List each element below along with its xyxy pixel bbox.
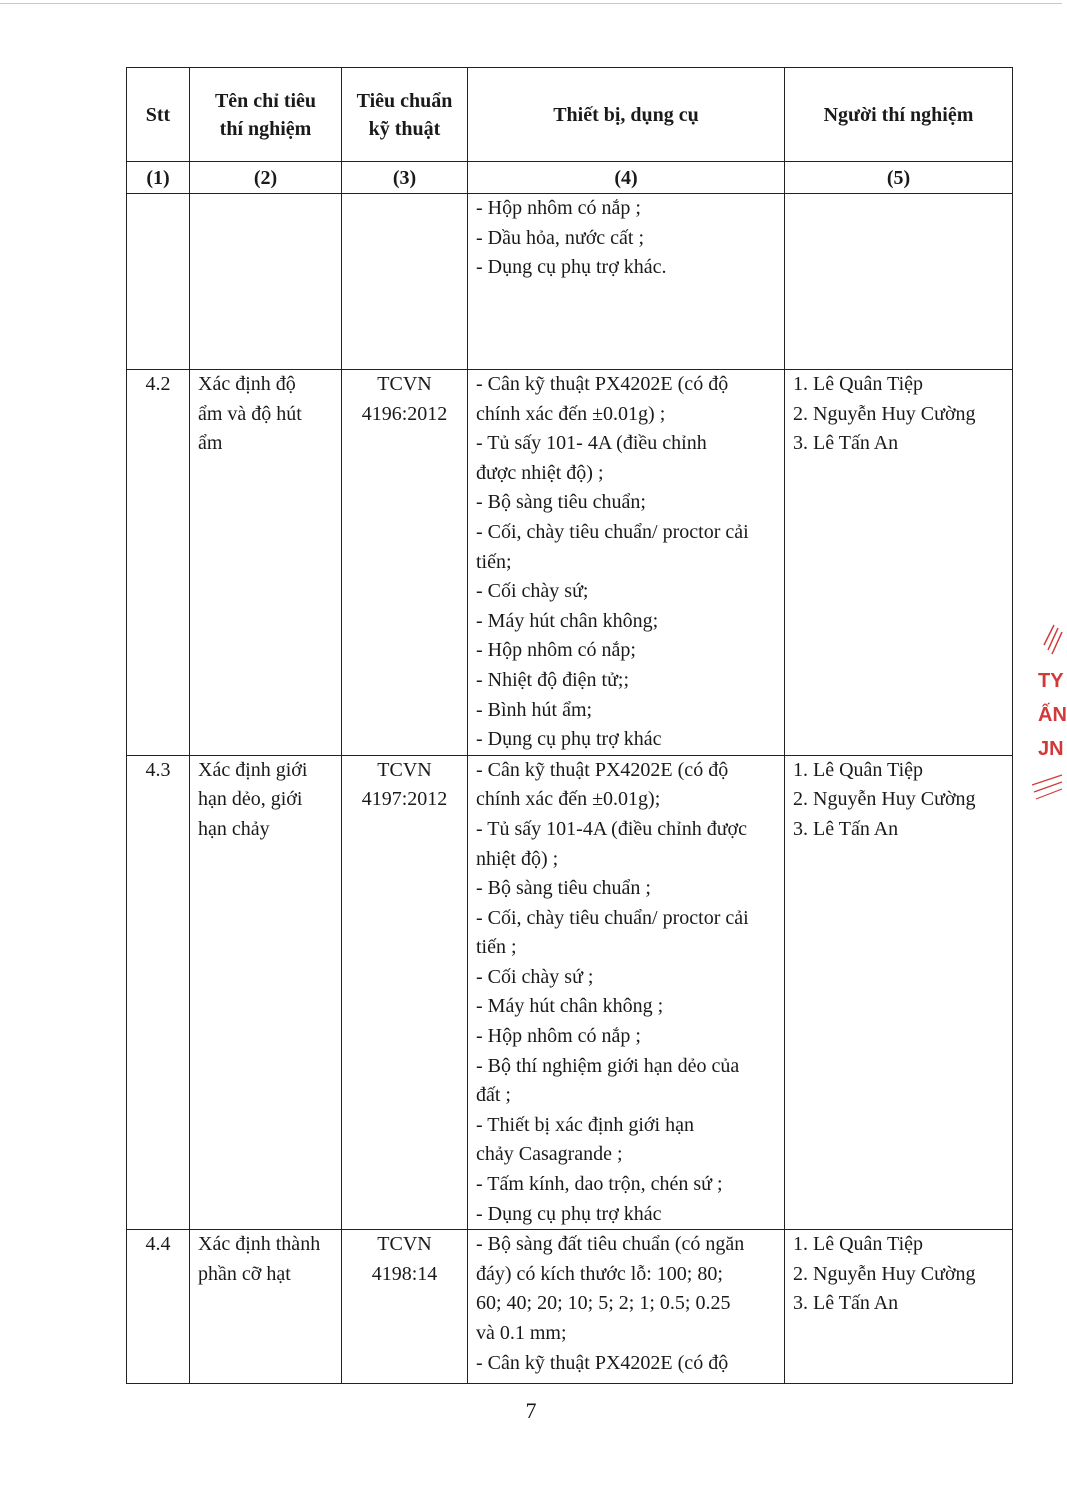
person-list xyxy=(785,755,1013,1230)
standard-code: TCVN 4196:2012 xyxy=(342,370,468,756)
person-list xyxy=(785,370,1013,756)
person-list xyxy=(785,1230,1013,1384)
equipment-item: - Bộ thí nghiệm giới hạn dẻo của xyxy=(476,1054,740,1077)
equipment-item: - Bộ sàng tiêu chuẩn ; xyxy=(476,877,651,900)
equipment-item: - Dầu hỏa, nước cất ; xyxy=(476,226,645,249)
person-name: 1. Lê Quân Tiệp xyxy=(793,373,923,395)
equipment-item: - Cân kỹ thuật PX4202E (có độ xyxy=(476,758,729,781)
test-name: Xác định độ ẩm và độ hút ẩm xyxy=(190,370,342,756)
equipment-item: - Hộp nhôm có nắp; xyxy=(476,639,636,662)
equipment-item: - Cối chày sứ; xyxy=(476,580,589,603)
person-name: 2. Nguyễn Huy Cường xyxy=(793,788,976,811)
equipment-item: 60; 40; 20; 10; 5; 2; 1; 0.5; 0.25 xyxy=(476,1292,731,1315)
header-test-name: Tên chỉ tiêu thí nghiệm xyxy=(190,68,342,162)
equipment-item: - Hộp nhôm có nắp ; xyxy=(476,1025,641,1048)
column-number: (5) xyxy=(785,162,1013,194)
equipment-item: - Thiết bị xác định giới hạn xyxy=(476,1113,694,1136)
column-number: (4) xyxy=(468,162,785,194)
table-row xyxy=(127,1230,1013,1384)
standard-code: TCVN 4198:14 xyxy=(342,1230,468,1384)
column-number: (2) xyxy=(190,162,342,194)
header-person: Người thí nghiệm xyxy=(785,68,1013,162)
equipment-item: tiến; xyxy=(476,550,512,573)
equipment-item: - Hộp nhôm có nắp ; xyxy=(476,197,641,219)
equipment-item: - Bình hút ẩm; xyxy=(476,698,593,721)
scan-edge-line xyxy=(0,3,1062,4)
equipment-list xyxy=(468,1230,785,1384)
stamp-text: ẤN xyxy=(1038,704,1067,726)
equipment-item: chính xác đến ±0.01g); xyxy=(476,788,661,811)
equipment-item: - Tủ sấy 101-4A (điều chỉnh được xyxy=(476,817,747,840)
header-equipment: Thiết bị, dụng cụ xyxy=(468,68,785,162)
person-name: 3. Lê Tấn An xyxy=(793,1292,899,1315)
table-row xyxy=(127,370,1013,756)
equipment-table xyxy=(126,67,1013,1384)
column-number: (3) xyxy=(342,162,468,194)
equipment-item: đất ; xyxy=(476,1084,511,1107)
equipment-list xyxy=(468,194,785,370)
standard-code: TCVN 4197:2012 xyxy=(342,755,468,1230)
red-stamp-fragment xyxy=(1024,620,1067,810)
column-number-row xyxy=(127,162,1013,194)
equipment-list xyxy=(468,755,785,1230)
row-stt: 4.2 xyxy=(127,370,190,756)
table-row xyxy=(127,755,1013,1230)
row-stt: 4.4 xyxy=(127,1230,190,1384)
equipment-item: - Dụng cụ phụ trợ khác xyxy=(476,1202,662,1225)
equipment-item: - Cân kỹ thuật PX4202E (có độ xyxy=(476,373,729,395)
person-name: 2. Nguyễn Huy Cường xyxy=(793,1262,976,1285)
header-stt: Stt xyxy=(127,68,190,162)
equipment-list xyxy=(468,370,785,756)
equipment-item: chảy Casagrande ; xyxy=(476,1143,623,1166)
equipment-item: - Nhiệt độ điện tử;; xyxy=(476,668,630,691)
equipment-item: - Máy hút chân không; xyxy=(476,609,659,632)
equipment-item: - Dụng cụ phụ trợ khác xyxy=(476,728,662,751)
table-header-row xyxy=(127,68,1013,162)
equipment-item: - Cân kỹ thuật PX4202E (có độ xyxy=(476,1351,729,1374)
equipment-item: - Tấm kính, dao trộn, chén sứ ; xyxy=(476,1173,723,1196)
header-standard: Tiêu chuẩn kỹ thuật xyxy=(342,68,468,162)
equipment-item: - Cối chày sứ ; xyxy=(476,965,594,988)
test-name: Xác định thành phần cỡ hạt xyxy=(190,1230,342,1384)
equipment-item: nhiệt độ) ; xyxy=(476,847,559,870)
equipment-item: - Tủ sấy 101- 4A (điều chỉnh xyxy=(476,432,707,455)
equipment-item: - Máy hút chân không ; xyxy=(476,995,664,1018)
stamp-text: TY xyxy=(1038,670,1064,692)
person-name: 3. Lê Tấn An xyxy=(793,432,899,455)
person-name: 2. Nguyễn Huy Cường xyxy=(793,402,976,425)
equipment-item: - Cối, chày tiêu chuẩn/ proctor cải xyxy=(476,906,749,929)
equipment-item: - Bộ sàng tiêu chuẩn; xyxy=(476,491,646,514)
equipment-item: - Dụng cụ phụ trợ khác. xyxy=(476,256,667,279)
equipment-item: được nhiệt độ) ; xyxy=(476,461,604,484)
row-stt: 4.3 xyxy=(127,755,190,1230)
equipment-item: và 0.1 mm; xyxy=(476,1322,567,1344)
stamp-text: JN xyxy=(1038,738,1064,760)
test-name: Xác định giới hạn dẻo, giới hạn chảy xyxy=(190,755,342,1230)
equipment-item: đáy) có kích thước lỗ: 100; 80; xyxy=(476,1262,723,1285)
column-number: (1) xyxy=(127,162,190,194)
table-row-continuation xyxy=(127,194,1013,370)
person-name: 1. Lê Quân Tiệp xyxy=(793,1233,923,1256)
equipment-item: chính xác đến ±0.01g) ; xyxy=(476,402,666,425)
equipment-item: - Bộ sàng đất tiêu chuẩn (có ngăn xyxy=(476,1233,745,1256)
equipment-item: tiến ; xyxy=(476,936,517,959)
page-number: 7 xyxy=(525,1398,537,1423)
person-name: 1. Lê Quân Tiệp xyxy=(793,758,923,781)
equipment-item: - Cối, chày tiêu chuẩn/ proctor cải xyxy=(476,520,749,543)
person-name: 3. Lê Tấn An xyxy=(793,817,899,840)
